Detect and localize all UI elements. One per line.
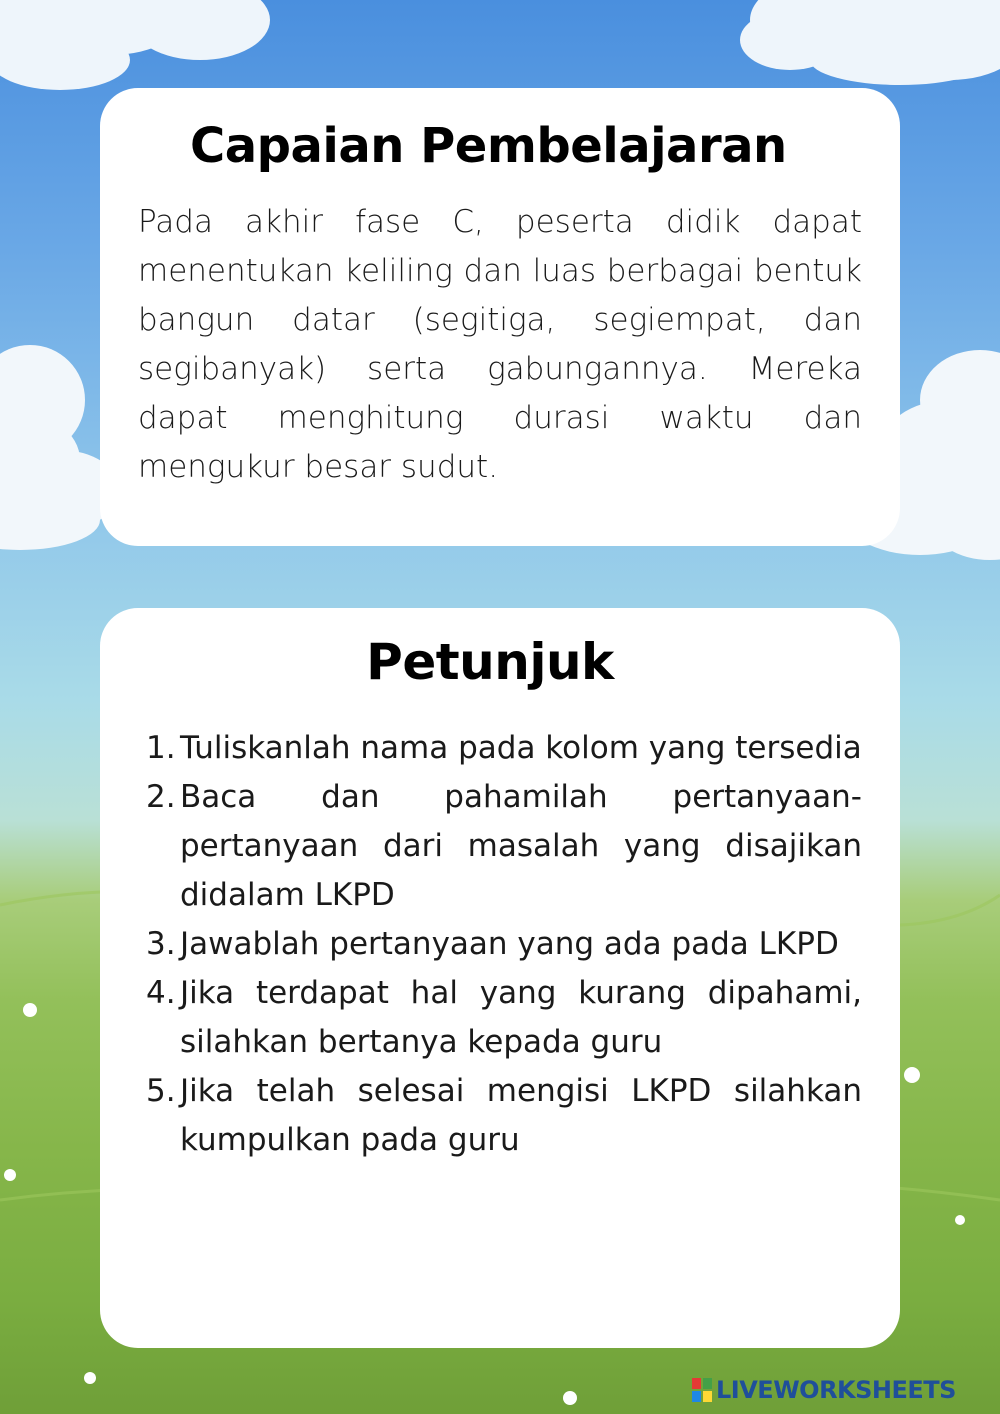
instruction-item <box>140 724 862 773</box>
instruction-item <box>140 773 862 920</box>
instruction-text: Jika telah selesai mengisi LKPD silahkan kumpulkan pada guru <box>180 1073 862 1158</box>
capaian-pembelajaran-card <box>100 88 900 546</box>
petunjuk-title: Petunjuk <box>366 633 614 691</box>
liveworksheets-brand[interactable] <box>692 1376 956 1404</box>
instruction-number: 1. <box>146 730 176 766</box>
cloud-top-right <box>740 0 1000 85</box>
instruction-number: 3. <box>146 926 176 962</box>
instruction-item <box>140 920 862 969</box>
liveworksheets-logo-icon <box>692 1378 712 1402</box>
instruction-text: Jika terdapat hal yang kurang dipahami, silahkan bertanya kepada guru <box>180 975 862 1060</box>
instruction-item <box>140 1067 862 1165</box>
petunjuk-card <box>100 608 900 1348</box>
instruction-item <box>140 969 862 1067</box>
capaian-body: Pada akhir fase C, peserta didik dapat menentukan keliling dan luas berbagai bentuk bangun datar (segitiga, segiempat, dan segibanyak) serta gabungannya. Mereka dapat menghitung durasi waktu dan mengukur besar sudut. <box>138 204 862 485</box>
instruction-text: Tuliskanlah nama pada kolom yang tersedia <box>180 730 862 766</box>
liveworksheets-text: LIVEWORKSHEETS <box>716 1376 956 1404</box>
instruction-list <box>140 724 862 1165</box>
capaian-title: Capaian Pembelajaran <box>190 118 787 174</box>
instruction-number: 4. <box>146 975 176 1011</box>
cloud-top-left <box>0 0 270 90</box>
instruction-number: 2. <box>146 779 176 815</box>
instruction-number: 5. <box>146 1073 176 1109</box>
instruction-text: Jawablah pertanyaan yang ada pada LKPD <box>180 926 839 962</box>
instruction-text: Baca dan pahamilah pertanyaan-pertanyaan dari masalah yang disajikan didalam LKPD <box>180 779 862 913</box>
